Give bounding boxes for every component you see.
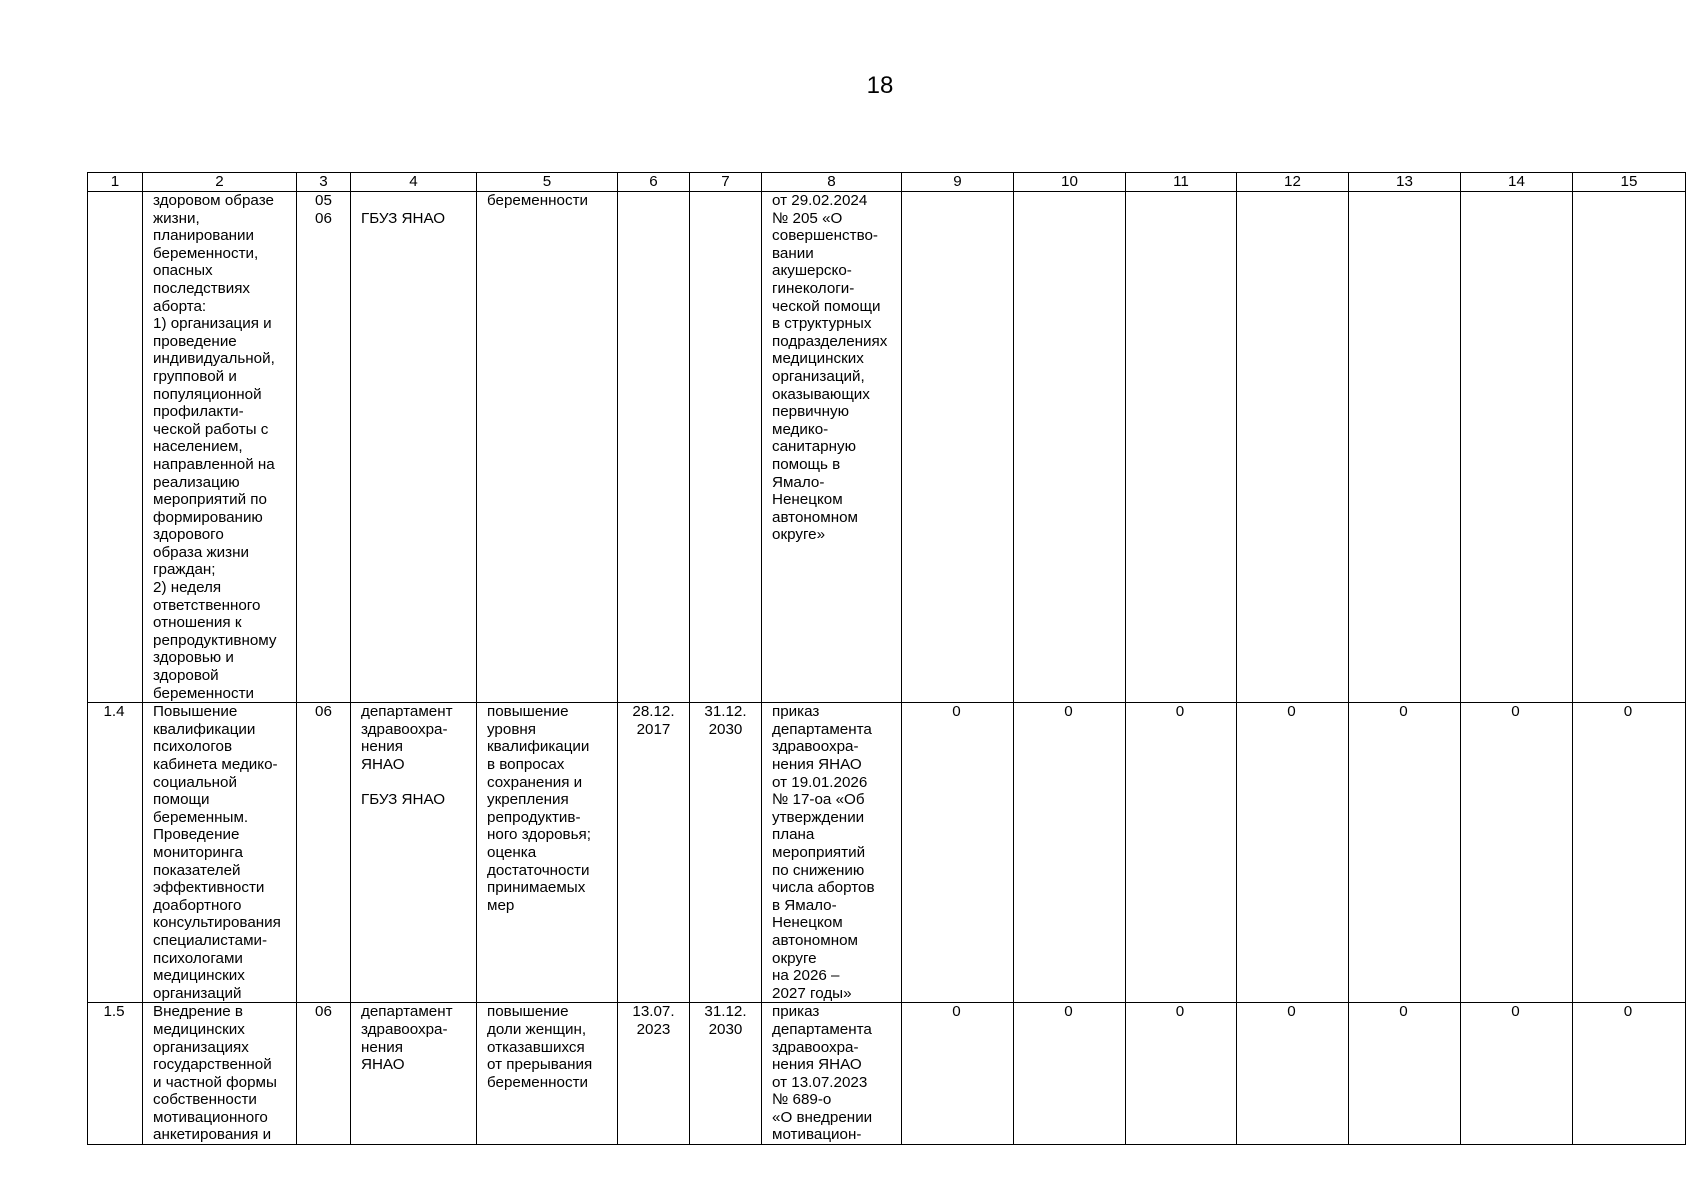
value-cell: 0 bbox=[1573, 703, 1686, 1003]
column-number: 9 bbox=[902, 173, 1014, 192]
value-cell bbox=[1573, 192, 1686, 703]
value-cell: 0 bbox=[1461, 1003, 1573, 1145]
column-number: 4 bbox=[351, 173, 477, 192]
column-number: 3 bbox=[297, 173, 351, 192]
executor-cell: департамент здравоохра- нения ЯНАО bbox=[351, 1003, 477, 1145]
legal-act-cell: от 29.02.2024 № 205 «О совершенство- вании акушерско- гинекологи- ческой помощи в структурных подразделениях медицинских организаций, оказывающих первичную медико- санитарную помощь в Ямало- Ненецком автономном округе» bbox=[762, 192, 902, 703]
column-number-row bbox=[88, 173, 1686, 192]
value-cell bbox=[902, 192, 1014, 703]
end-date: 31.12. 2030 bbox=[690, 703, 762, 1003]
column-number: 14 bbox=[1461, 173, 1573, 192]
start-date: 28.12. 2017 bbox=[618, 703, 690, 1003]
row-number: 1.5 bbox=[88, 1003, 143, 1145]
code-cell: 06 bbox=[297, 1003, 351, 1145]
result-cell: повышение уровня квалификации в вопросах сохранения и укрепления репродуктив- ного здоровья; оценка достаточности принимаемых мер bbox=[477, 703, 618, 1003]
value-cell: 0 bbox=[1349, 1003, 1461, 1145]
column-number: 1 bbox=[88, 173, 143, 192]
column-number: 2 bbox=[143, 173, 297, 192]
end-date bbox=[690, 192, 762, 703]
value-cell bbox=[1014, 192, 1126, 703]
executor-cell: ГБУЗ ЯНАО bbox=[351, 192, 477, 703]
value-cell bbox=[1126, 192, 1237, 703]
column-number: 11 bbox=[1126, 173, 1237, 192]
value-cell: 0 bbox=[1573, 1003, 1686, 1145]
end-date: 31.12. 2030 bbox=[690, 1003, 762, 1145]
value-cell: 0 bbox=[1461, 703, 1573, 1003]
start-date bbox=[618, 192, 690, 703]
row-number bbox=[88, 192, 143, 703]
column-number: 10 bbox=[1014, 173, 1126, 192]
legal-act-cell: приказ департамента здравоохра- нения ЯНАО от 13.07.2023 № 689-о «О внедрении мотивацион- bbox=[762, 1003, 902, 1145]
result-cell: повышение доли женщин, отказавшихся от прерывания беременности bbox=[477, 1003, 618, 1145]
legal-act-cell: приказ департамента здравоохра- нения ЯНАО от 19.01.2026 № 17-оа «Об утверждении плана мероприятий по снижению числа абортов в Ямало- Ненецком автономном округе на 2026 – 2027 годы» bbox=[762, 703, 902, 1003]
activities-table bbox=[87, 172, 1686, 1145]
value-cell: 0 bbox=[1237, 1003, 1349, 1145]
code-cell: 05 06 bbox=[297, 192, 351, 703]
column-number: 8 bbox=[762, 173, 902, 192]
row-number: 1.4 bbox=[88, 703, 143, 1003]
column-number: 5 bbox=[477, 173, 618, 192]
table-row bbox=[88, 703, 1686, 1003]
table-row bbox=[88, 192, 1686, 703]
column-number: 6 bbox=[618, 173, 690, 192]
activity-name: Повышение квалификации психологов кабинета медико- социальной помощи беременным. Проведение мониторинга показателей эффективности доабортного консультирования специалистами- психологами медицинских организаций bbox=[143, 703, 297, 1003]
start-date: 13.07. 2023 bbox=[618, 1003, 690, 1145]
value-cell bbox=[1349, 192, 1461, 703]
activity-name: Внедрение в медицинских организациях государственной и частной формы собственности мотивационного анкетирования и bbox=[143, 1003, 297, 1145]
value-cell: 0 bbox=[902, 703, 1014, 1003]
column-number: 12 bbox=[1237, 173, 1349, 192]
value-cell: 0 bbox=[1126, 1003, 1237, 1145]
column-number: 13 bbox=[1349, 173, 1461, 192]
value-cell: 0 bbox=[1237, 703, 1349, 1003]
page-number: 18 bbox=[866, 72, 894, 99]
code-cell: 06 bbox=[297, 703, 351, 1003]
result-cell: беременности bbox=[477, 192, 618, 703]
value-cell: 0 bbox=[1349, 703, 1461, 1003]
executor-cell: департамент здравоохра- нения ЯНАО ГБУЗ ЯНАО bbox=[351, 703, 477, 1003]
activity-name: здоровом образе жизни, планировании беременности, опасных последствиях аборта: 1) организация и проведение индивидуальной, групповой и популяционной профилакти- ческой работы с населением, направленной на реализацию мероприятий по формированию здорового образа жизни граждан; 2) неделя ответственного отношения к репродуктивному здоровью и здоровой беременности bbox=[143, 192, 297, 703]
table-row bbox=[88, 1003, 1686, 1145]
value-cell: 0 bbox=[1014, 1003, 1126, 1145]
column-number: 7 bbox=[690, 173, 762, 192]
value-cell bbox=[1237, 192, 1349, 703]
value-cell bbox=[1461, 192, 1573, 703]
value-cell: 0 bbox=[1126, 703, 1237, 1003]
column-number: 15 bbox=[1573, 173, 1686, 192]
value-cell: 0 bbox=[1014, 703, 1126, 1003]
value-cell: 0 bbox=[902, 1003, 1014, 1145]
